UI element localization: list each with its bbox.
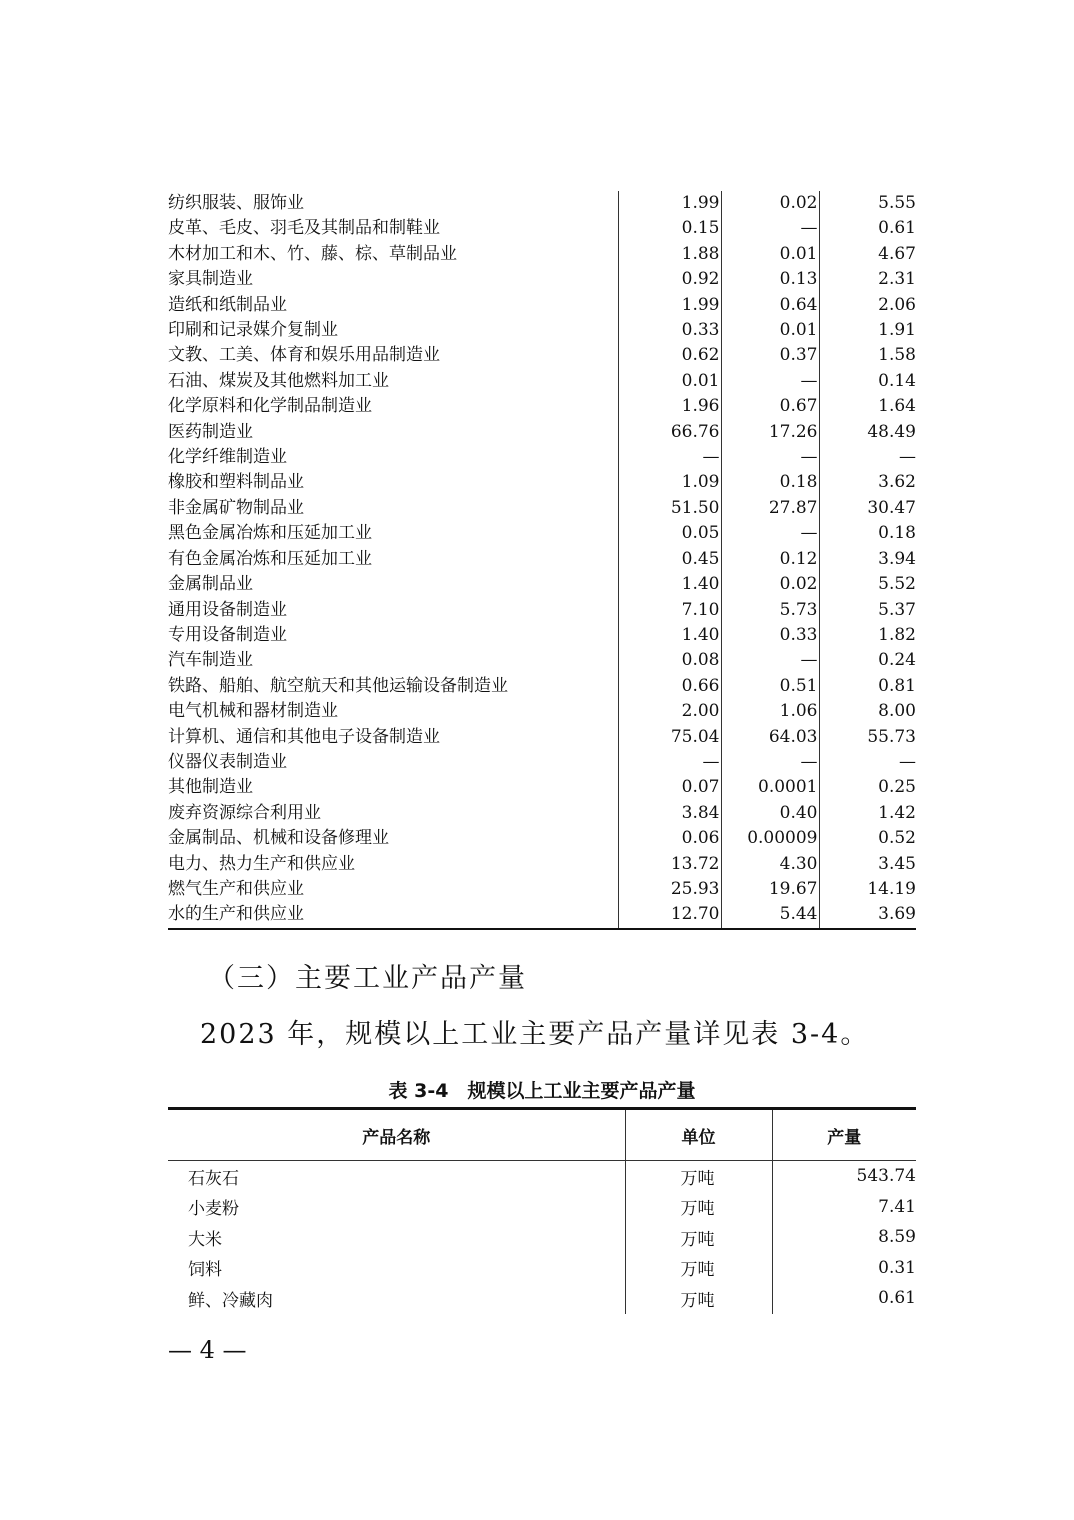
value-col2: — <box>721 648 819 673</box>
value-col2: 0.13 <box>721 267 819 292</box>
product-output: 0.31 <box>772 1253 916 1284</box>
table-row <box>168 877 916 902</box>
industry-name: 废弃资源综合利用业 <box>168 802 321 823</box>
value-col1: 0.05 <box>618 521 721 546</box>
industry-name: 专用设备制造业 <box>168 624 287 645</box>
table-row <box>168 699 916 724</box>
industry-name: 金属制品业 <box>168 574 253 595</box>
value-col2: 64.03 <box>721 725 819 750</box>
value-col1: 1.40 <box>618 572 721 597</box>
industry-name: 有色金属冶炼和压延加工业 <box>168 548 372 569</box>
product-output: 8.59 <box>772 1222 916 1253</box>
value-col2: — <box>721 216 819 241</box>
value-col1: 0.15 <box>618 216 721 241</box>
industry-name: 黑色金属冶炼和压延加工业 <box>168 523 372 544</box>
value-col2: 0.33 <box>721 623 819 648</box>
product-unit: 万吨 <box>625 1283 772 1314</box>
table-row <box>168 394 916 419</box>
industry-name: 家具制造业 <box>168 269 253 290</box>
header-product-name: 产品名称 <box>168 1109 625 1161</box>
table-row <box>168 1253 916 1284</box>
value-col1: 75.04 <box>618 725 721 750</box>
value-col1: 1.88 <box>618 242 721 267</box>
value-col1: 1.09 <box>618 470 721 495</box>
value-col2: 0.02 <box>721 191 819 216</box>
table-row <box>168 547 916 572</box>
table-row <box>168 267 916 292</box>
industry-name: 橡胶和塑料制品业 <box>168 472 304 493</box>
table-row <box>168 420 916 445</box>
table-row <box>168 521 916 546</box>
table-caption: 表 3-4 规模以上工业主要产品产量 <box>388 1080 696 1102</box>
value-col3: 3.69 <box>819 902 916 928</box>
industry-name: 非金属矿物制品业 <box>168 497 304 518</box>
value-col1: — <box>618 750 721 775</box>
product-name: 鲜、冷藏肉 <box>188 1290 273 1311</box>
value-col3: 0.52 <box>819 826 916 851</box>
value-col3: 48.49 <box>819 420 916 445</box>
industry-name: 电气机械和器材制造业 <box>168 701 338 722</box>
value-col2: 0.51 <box>721 674 819 699</box>
industry-name: 金属制品、机械和设备修理业 <box>168 828 389 849</box>
product-unit: 万吨 <box>625 1192 772 1223</box>
product-unit: 万吨 <box>625 1161 772 1192</box>
value-col3: — <box>819 750 916 775</box>
product-unit: 万吨 <box>625 1222 772 1253</box>
product-output: 543.74 <box>772 1161 916 1192</box>
product-output-table-body <box>168 1161 916 1314</box>
value-col3: 1.58 <box>819 343 916 368</box>
value-col2: — <box>721 521 819 546</box>
industry-table-body <box>168 191 916 929</box>
table-row <box>168 750 916 775</box>
table-row <box>168 470 916 495</box>
industry-name: 纺织服装、服饰业 <box>168 193 304 213</box>
value-col3: 3.94 <box>819 547 916 572</box>
value-col1: — <box>618 445 721 470</box>
industry-name: 计算机、通信和其他电子设备制造业 <box>168 726 440 747</box>
value-col3: 1.82 <box>819 623 916 648</box>
table-row <box>168 902 916 928</box>
product-name: 饲料 <box>188 1260 222 1281</box>
table-row <box>168 318 916 343</box>
value-col2: 0.18 <box>721 470 819 495</box>
section-heading: （三）主要工业产品产量 <box>208 963 527 994</box>
value-col2: 0.40 <box>721 801 819 826</box>
table-row <box>168 445 916 470</box>
value-col2: 0.0001 <box>721 775 819 800</box>
table-row <box>168 242 916 267</box>
value-col3: 55.73 <box>819 725 916 750</box>
value-col1: 1.99 <box>618 293 721 318</box>
industry-name: 皮革、毛皮、羽毛及其制品和制鞋业 <box>168 218 440 239</box>
value-col1: 3.84 <box>618 801 721 826</box>
value-col3: 14.19 <box>819 877 916 902</box>
table-row <box>168 826 916 851</box>
table-row <box>168 1283 916 1314</box>
table-row <box>168 648 916 673</box>
value-col3: 1.64 <box>819 394 916 419</box>
value-col3: 5.37 <box>819 598 916 623</box>
industry-name: 印刷和记录媒介复制业 <box>168 320 338 341</box>
value-col3: 4.67 <box>819 242 916 267</box>
table-row <box>168 725 916 750</box>
industry-name: 铁路、船舶、航空航天和其他运输设备制造业 <box>168 675 508 696</box>
value-col1: 0.33 <box>618 318 721 343</box>
value-col3: 0.14 <box>819 369 916 394</box>
value-col2: 1.06 <box>721 699 819 724</box>
value-col2: 0.67 <box>721 394 819 419</box>
value-col3: 0.18 <box>819 521 916 546</box>
table-row <box>168 191 916 216</box>
value-col1: 66.76 <box>618 420 721 445</box>
table-row <box>168 598 916 623</box>
page-number: — 4 — <box>168 1336 247 1364</box>
value-col3: 1.42 <box>819 801 916 826</box>
value-col1: 7.10 <box>618 598 721 623</box>
value-col2: 17.26 <box>721 420 819 445</box>
industry-name: 造纸和纸制品业 <box>168 294 287 315</box>
value-col1: 12.70 <box>618 902 721 928</box>
header-output: 产量 <box>772 1109 916 1161</box>
value-col2: — <box>721 750 819 775</box>
value-col3: 0.81 <box>819 674 916 699</box>
value-col1: 0.06 <box>618 826 721 851</box>
value-col2: — <box>721 445 819 470</box>
value-col2: — <box>721 369 819 394</box>
product-name: 石灰石 <box>188 1168 239 1189</box>
value-col1: 0.92 <box>618 267 721 292</box>
industry-name: 石油、煤炭及其他燃料加工业 <box>168 370 389 391</box>
table-row <box>168 852 916 877</box>
value-col1: 13.72 <box>618 852 721 877</box>
value-col3: 5.55 <box>819 191 916 216</box>
industry-name: 文教、工美、体育和娱乐用品制造业 <box>168 345 440 366</box>
product-output: 0.61 <box>772 1283 916 1314</box>
value-col2: 0.01 <box>721 242 819 267</box>
value-col1: 0.01 <box>618 369 721 394</box>
industry-name: 仪器仪表制造业 <box>168 751 287 772</box>
value-col3: — <box>819 445 916 470</box>
value-col2: 0.37 <box>721 343 819 368</box>
table-row <box>168 775 916 800</box>
industry-name: 电力、热力生产和供应业 <box>168 853 355 874</box>
value-col2: 27.87 <box>721 496 819 521</box>
value-col1: 2.00 <box>618 699 721 724</box>
value-col3: 0.61 <box>819 216 916 241</box>
industry-name: 化学纤维制造业 <box>168 447 287 468</box>
value-col2: 19.67 <box>721 877 819 902</box>
value-col3: 3.62 <box>819 470 916 495</box>
value-col1: 0.08 <box>618 648 721 673</box>
table-row <box>168 801 916 826</box>
industry-name: 汽车制造业 <box>168 650 253 671</box>
industry-name: 化学原料和化学制品制造业 <box>168 396 372 417</box>
value-col1: 0.62 <box>618 343 721 368</box>
value-col1: 1.99 <box>618 191 721 216</box>
industry-name: 燃气生产和供应业 <box>168 878 304 899</box>
table-header-row <box>168 1109 916 1161</box>
industry-name: 医药制造业 <box>168 421 253 442</box>
value-col3: 8.00 <box>819 699 916 724</box>
product-output: 7.41 <box>772 1192 916 1223</box>
value-col2: 5.44 <box>721 902 819 928</box>
table-row <box>168 343 916 368</box>
table-row <box>168 496 916 521</box>
value-col2: 0.12 <box>721 547 819 572</box>
table-row <box>168 1192 916 1223</box>
value-col3: 2.06 <box>819 293 916 318</box>
table-row <box>168 1161 916 1192</box>
value-col2: 4.30 <box>721 852 819 877</box>
table-row <box>168 674 916 699</box>
table-row <box>168 216 916 241</box>
value-col1: 1.96 <box>618 394 721 419</box>
value-col2: 0.01 <box>721 318 819 343</box>
value-col1: 25.93 <box>618 877 721 902</box>
table-row <box>168 623 916 648</box>
value-col3: 5.52 <box>819 572 916 597</box>
value-col3: 1.91 <box>819 318 916 343</box>
value-col1: 0.07 <box>618 775 721 800</box>
table-row <box>168 1222 916 1253</box>
product-name: 大米 <box>188 1229 222 1250</box>
value-col3: 2.31 <box>819 267 916 292</box>
value-col3: 0.25 <box>819 775 916 800</box>
value-col2: 0.64 <box>721 293 819 318</box>
header-unit: 单位 <box>625 1109 772 1161</box>
table-row <box>168 572 916 597</box>
value-col2: 0.02 <box>721 572 819 597</box>
value-col1: 51.50 <box>618 496 721 521</box>
value-col2: 0.00009 <box>721 826 819 851</box>
product-unit: 万吨 <box>625 1253 772 1284</box>
value-col1: 1.40 <box>618 623 721 648</box>
value-col3: 30.47 <box>819 496 916 521</box>
industry-name: 其他制造业 <box>168 777 253 798</box>
value-col2: 5.73 <box>721 598 819 623</box>
table-row <box>168 369 916 394</box>
value-col1: 0.66 <box>618 674 721 699</box>
industry-name: 水的生产和供应业 <box>168 902 618 928</box>
section-paragraph: 2023 年，规模以上工业主要产品产量详见表 3-4。 <box>200 1019 870 1050</box>
value-col3: 0.24 <box>819 648 916 673</box>
industry-name: 通用设备制造业 <box>168 599 287 620</box>
industry-name: 木材加工和木、竹、藤、棕、草制品业 <box>168 243 457 264</box>
value-col1: 0.45 <box>618 547 721 572</box>
table-row <box>168 293 916 318</box>
product-output-table <box>168 1107 916 1314</box>
product-name: 小麦粉 <box>188 1199 239 1220</box>
value-col3: 3.45 <box>819 852 916 877</box>
industry-table <box>168 191 916 930</box>
